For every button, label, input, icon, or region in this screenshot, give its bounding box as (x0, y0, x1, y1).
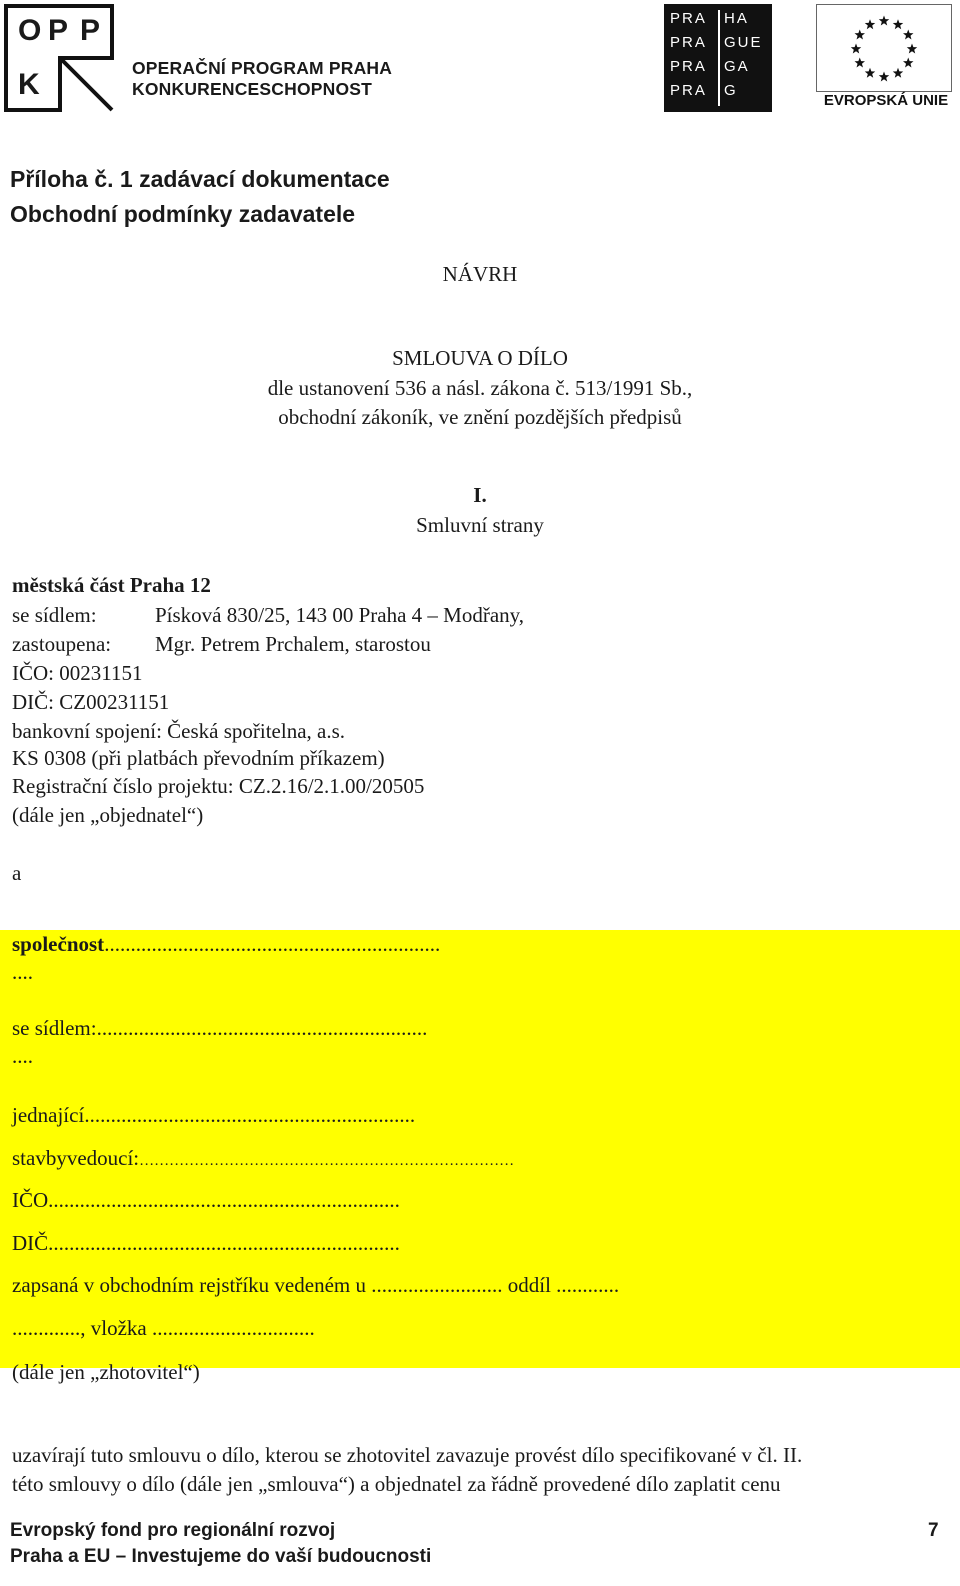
client-rep-label: zastoupena: (12, 632, 112, 656)
client-alias: (dále jen „objednatel“) (12, 803, 204, 827)
client-rep-value: Mgr. Petrem Prchalem, starostou (155, 632, 431, 656)
body-text-line2: této smlouvy o dílo (dále jen „smlouva“) a objednatel za řádně provedené dílo zaplatit cenu (12, 1472, 781, 1496)
contractor-seat-label: se sídlem: (12, 1016, 97, 1040)
eu-flag (816, 4, 952, 92)
contractor-seat-dots: ............................................................... (96, 1016, 428, 1040)
law-reference-line2: obchodní zákoník, ve znění pozdějších předpisů (278, 405, 682, 429)
praha-cell-3a: PRA (670, 58, 707, 75)
eu-logo (816, 4, 954, 108)
conditions-heading: Obchodní podmínky zadavatele (10, 201, 356, 227)
eu-stars-icon (817, 5, 951, 91)
draft-label: NÁVRH (442, 262, 518, 286)
client-bank: bankovní spojení: Česká spořitelna, a.s. (12, 719, 346, 743)
contractor-alias: (dále jen „zhotovitel“) (12, 1360, 200, 1384)
eu-star-icon (879, 72, 889, 82)
eu-label: EVROPSKÁ UNIE (823, 92, 949, 109)
eu-star-icon (907, 44, 917, 54)
opp-letter-o: O (18, 14, 42, 47)
contractor-register-label: zapsaná v obchodním rejstříku vedeném u (12, 1273, 366, 1297)
eu-star-icon (879, 16, 889, 26)
contractor-register-dots: ......................... (371, 1273, 503, 1297)
contractor-insert-label: , vložka (80, 1316, 147, 1340)
client-name: městská část Praha 12 (12, 573, 211, 597)
client-ks: KS 0308 (při platbách převodním příkazem) (12, 746, 385, 770)
contractor-insert-pre-dots: ............. (12, 1316, 81, 1340)
contractor-company-dots: ................................................................ (104, 932, 441, 956)
contractor-seat-row (12, 1016, 427, 1041)
opp-letter-p2: P (80, 14, 101, 47)
contractor-manager-dots: ………………………………………………………………… (139, 1153, 515, 1169)
contractor-acting-row (12, 1103, 415, 1128)
contractor-seat-dots-cont: .... (12, 1044, 33, 1068)
attachment-heading: Příloha č. 1 zadávací dokumentace (10, 166, 390, 192)
contractor-insert-row (12, 1316, 315, 1341)
section-title: Smluvní strany (416, 513, 544, 537)
praha-cell-1b: HA (724, 10, 749, 27)
contractor-dic-dots: ................................................................... (48, 1231, 400, 1255)
contractor-ico-row (12, 1188, 400, 1213)
eu-star-icon (865, 19, 875, 29)
eu-star-icon (855, 30, 865, 40)
page-number: 7 (928, 1520, 939, 1541)
section-number: I. (473, 483, 487, 507)
contractor-ico-dots: ................................................................... (48, 1188, 400, 1212)
client-ico: IČO: 00231151 (12, 661, 143, 685)
praha-logo (664, 4, 772, 112)
eu-star-icon (903, 30, 913, 40)
praha-logo-divider (718, 10, 720, 106)
contractor-company-label: společnost (12, 932, 105, 956)
eu-star-icon (893, 68, 903, 78)
contractor-register-row (12, 1273, 619, 1298)
contractor-dic-label: DIČ (12, 1231, 49, 1255)
praha-cell-3b: GA (724, 58, 750, 75)
praha-cell-2b: GUE (724, 34, 763, 51)
contractor-dic-row (12, 1231, 400, 1256)
opp-logo (4, 4, 114, 112)
praha-cell-2a: PRA (670, 34, 707, 51)
contractor-company-dots-cont: .... (12, 960, 33, 984)
footer-fund: Evropský fond pro regionální rozvoj (10, 1520, 336, 1541)
opp-title-line1: OPERAČNÍ PROGRAM PRAHA (132, 58, 393, 78)
opp-letter-k: K (18, 68, 40, 101)
contractor-acting-dots: ............................................................... (84, 1103, 416, 1127)
and-conjunction: a (12, 861, 22, 885)
opp-letter-p1: P (48, 14, 69, 47)
footer-slogan: Praha a EU – Investujeme do vaší budoucnosti (10, 1546, 432, 1567)
contractor-insert-dots: ............................... (151, 1316, 315, 1340)
contractor-company-row (12, 932, 440, 957)
contractor-manager-row (12, 1146, 514, 1171)
contractor-acting-label: jednající (12, 1103, 85, 1127)
opp-title-line2: KONKURENCESCHOPNOST (132, 79, 373, 99)
body-text-line1: uzavírají tuto smlouvu o dílo, kterou se zhotovitel zavazuje provést dílo specifikované v čl. II. (12, 1443, 803, 1467)
eu-star-icon (903, 58, 913, 68)
praha-cell-4b: G (724, 82, 738, 99)
law-reference-line1: dle ustanovení 536 a násl. zákona č. 513/1991 Sb., (267, 376, 693, 400)
contract-title: SMLOUVA O DÍLO (392, 346, 568, 370)
client-registration: Registrační číslo projektu: CZ.2.16/2.1.00/20505 (12, 774, 425, 798)
contractor-section-label: oddíl (507, 1273, 551, 1297)
opp-program-title (132, 58, 392, 100)
praha-cell-4a: PRA (670, 82, 707, 99)
client-seat-label: se sídlem: (12, 603, 97, 627)
contractor-manager-label: stavbyvedoucí: (12, 1146, 140, 1170)
client-dic: DIČ: CZ00231151 (12, 690, 170, 714)
client-seat-value: Písková 830/25, 143 00 Praha 4 – Modřany, (155, 603, 525, 627)
praha-cell-1a: PRA (670, 10, 707, 27)
eu-star-icon (855, 58, 865, 68)
contractor-section-dots: ............ (556, 1273, 620, 1297)
eu-star-icon (893, 19, 903, 29)
eu-star-icon (851, 44, 861, 54)
eu-star-icon (865, 68, 875, 78)
contractor-ico-label: IČO (12, 1188, 49, 1212)
